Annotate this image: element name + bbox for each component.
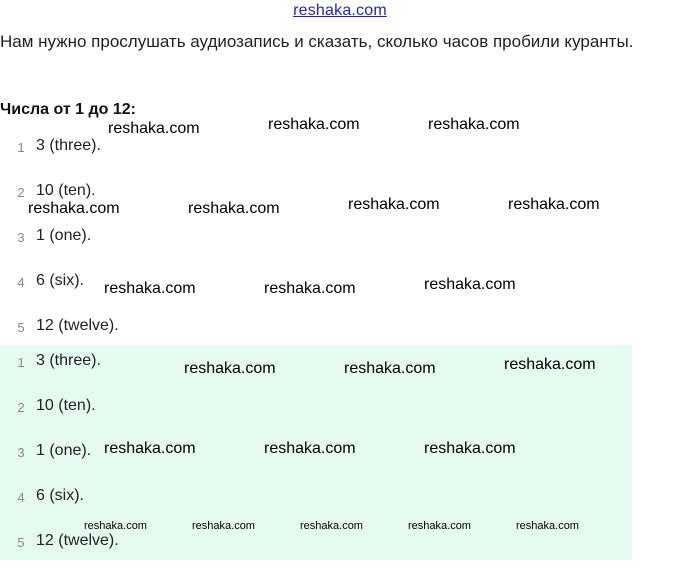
list-item bbox=[0, 397, 632, 442]
item-number: 2 bbox=[17, 400, 25, 415]
watermark: reshaka.com bbox=[28, 200, 120, 217]
item-text: 10 (ten). bbox=[36, 182, 96, 199]
watermark: reshaka.com bbox=[84, 520, 147, 532]
item-text: 3 (three). bbox=[36, 352, 101, 369]
item-text: 1 (one). bbox=[36, 227, 92, 244]
watermark: reshaka.com bbox=[108, 120, 200, 137]
item-number: 5 bbox=[17, 535, 25, 550]
watermark: reshaka.com bbox=[516, 520, 579, 532]
item-text: 12 (twelve). bbox=[36, 532, 119, 549]
watermark: reshaka.com bbox=[104, 280, 196, 297]
item-number: 3 bbox=[17, 230, 25, 245]
item-number: 1 bbox=[17, 355, 25, 370]
item-number: 1 bbox=[17, 140, 25, 155]
watermark: reshaka.com bbox=[300, 520, 363, 532]
item-text: 12 (twelve). bbox=[36, 317, 119, 334]
watermark: reshaka.com bbox=[264, 280, 356, 297]
task-description: Нам нужно прослушать аудиозапись и сказать, сколько часов пробили куранты. bbox=[0, 32, 634, 51]
item-number: 4 bbox=[17, 275, 25, 290]
list-item bbox=[0, 227, 632, 272]
item-text: 1 (one). bbox=[36, 442, 92, 459]
watermark: reshaka.com bbox=[348, 196, 440, 213]
item-text: 6 (six). bbox=[36, 272, 84, 289]
watermark: reshaka.com bbox=[268, 116, 360, 133]
watermark: reshaka.com bbox=[264, 440, 356, 457]
item-number: 4 bbox=[17, 490, 25, 505]
item-number: 5 bbox=[17, 320, 25, 335]
watermark: reshaka.com bbox=[428, 116, 520, 133]
watermark: reshaka.com bbox=[408, 520, 471, 532]
watermark: reshaka.com bbox=[508, 196, 600, 213]
item-number: 3 bbox=[17, 445, 25, 460]
watermark: reshaka.com bbox=[184, 360, 276, 377]
watermark: reshaka.com bbox=[344, 360, 436, 377]
item-number: 2 bbox=[17, 185, 25, 200]
watermark: reshaka.com bbox=[504, 356, 596, 373]
item-text: 10 (ten). bbox=[36, 397, 96, 414]
list-item bbox=[0, 137, 632, 182]
numbers-list-second bbox=[0, 352, 632, 577]
watermark: reshaka.com bbox=[104, 440, 196, 457]
list-item bbox=[0, 532, 632, 577]
watermark: reshaka.com bbox=[192, 520, 255, 532]
item-text: 6 (six). bbox=[36, 487, 84, 504]
site-link[interactable]: reshaka.com bbox=[293, 2, 387, 19]
item-text: 3 (three). bbox=[36, 137, 101, 154]
watermark: reshaka.com bbox=[424, 440, 516, 457]
watermark: reshaka.com bbox=[424, 276, 516, 293]
numbers-list-first bbox=[0, 137, 632, 362]
section-heading: Числа от 1 до 12: bbox=[0, 101, 136, 118]
watermark: reshaka.com bbox=[188, 200, 280, 217]
